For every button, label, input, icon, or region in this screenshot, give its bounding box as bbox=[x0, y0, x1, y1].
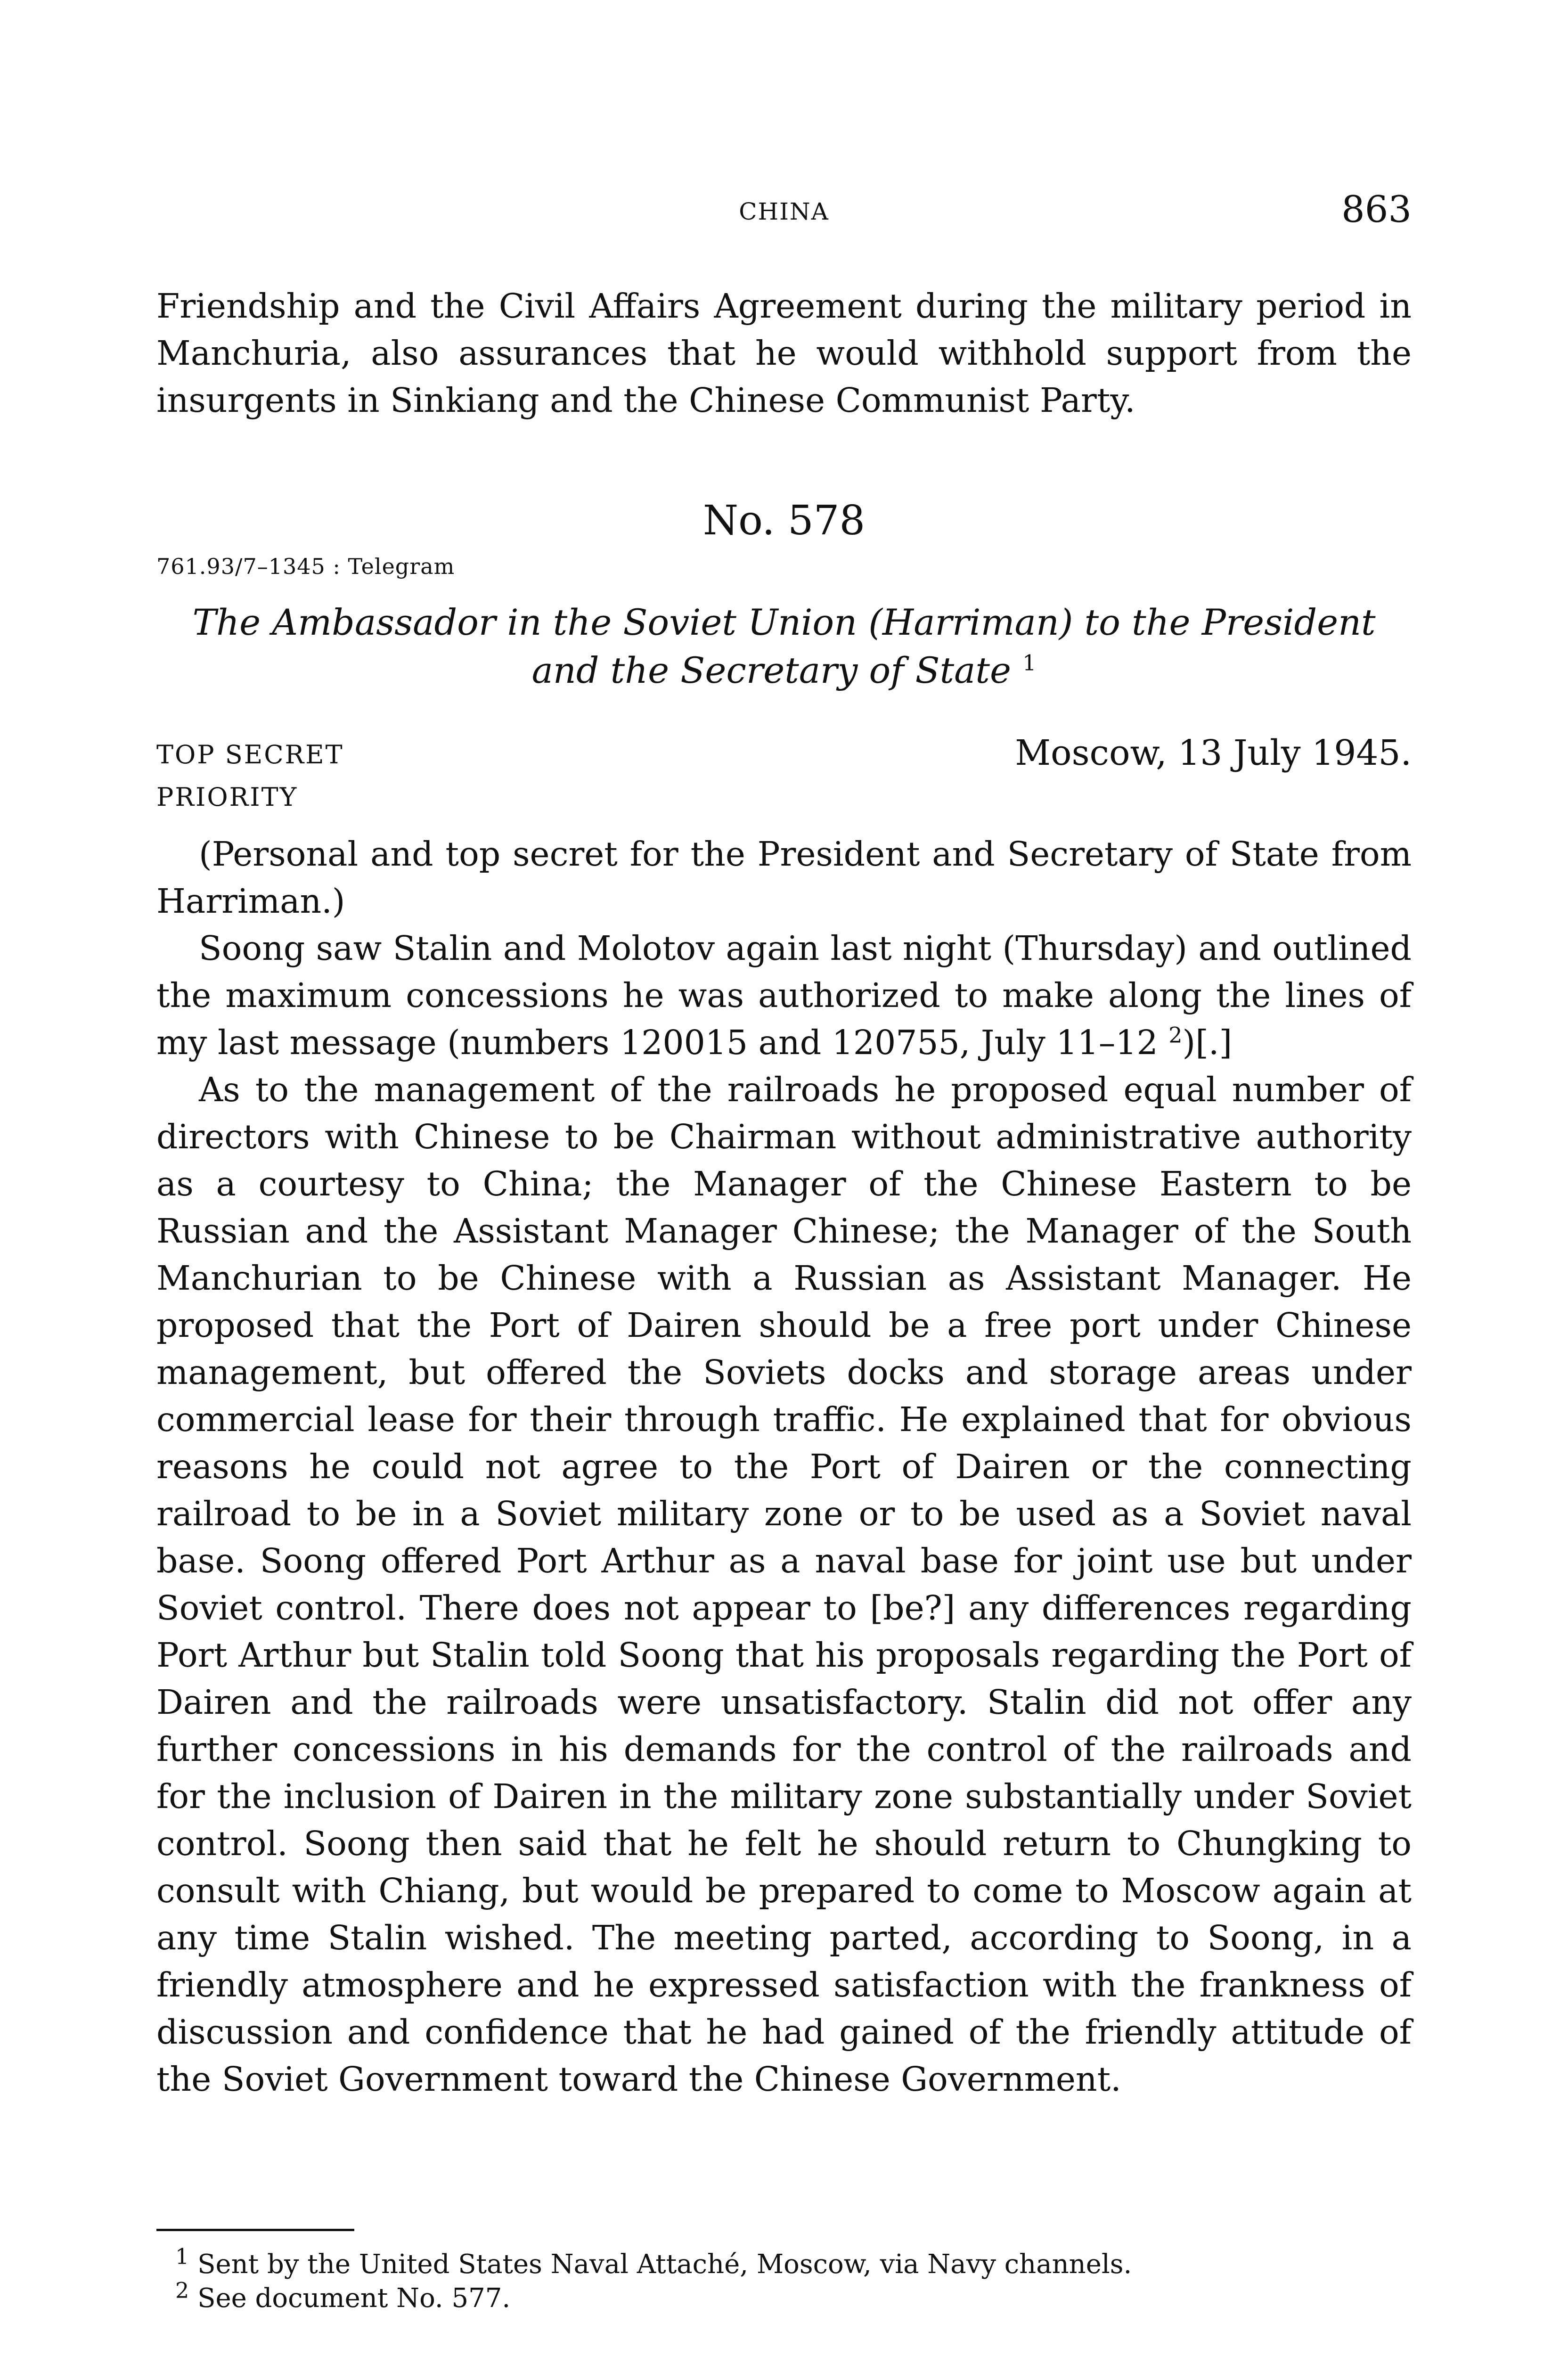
footnote-1-text: Sent by the United States Naval Attaché, Moscow, via Navy channels. bbox=[197, 2249, 1132, 2280]
document-heading bbox=[156, 598, 1412, 695]
paragraph-3: As to the management of the railroads he proposed equal number of directors with Chinese to be Chairman without administrative authority as a courtesy to China; the Manager of the Chinese Eastern to be Russian and the Assistant Manager Chinese; the Manager of the South Manchurian to be Chinese with a Russian as Assistant Manager. He proposed that the Port of Dairen should be a free port under Chinese management, but offered the Soviets docks and storage areas under commercial lease for their through traffic. He explained that for obvious reasons he could not agree to the Port of Dairen or the connecting railroad to be in a Soviet military zone or to be used as a Soviet naval base. Soong offered Port Arthur as a naval base for joint use but under Soviet control. There does not appear to [be?] any differences regarding Port Arthur but Stalin told Soong that his proposals regarding the Port of Dairen and the railroads were unsatisfactory. Stalin did not offer any further concessions in his demands for the control of the railroads and for the inclusion of Dairen in the military zone substantially under Soviet control. Soong then said that he felt he should return to Chungking to consult with Chiang, but would be prepared to come to Moscow again at any time Stalin wished. The meeting parted, according to Soong, in a friendly atmosphere and he expressed satisfaction with the frankness of discussion and confidence that he had gained of the friendly attitude of the Soviet Government toward the Chinese Government. bbox=[156, 1070, 1412, 2099]
running-head-title: CHINA bbox=[739, 198, 829, 225]
paragraph-2-footnote-ref: 2 bbox=[1168, 1022, 1183, 1048]
footnotes bbox=[156, 2243, 1412, 2315]
heading-footnote-ref: 1 bbox=[1022, 650, 1037, 676]
paragraph-2 bbox=[156, 925, 1412, 1066]
paragraph-2-tail: )[.] bbox=[1182, 1023, 1233, 1062]
classification-label: TOP SECRET bbox=[156, 740, 344, 769]
priority-label: PRIORITY bbox=[156, 782, 298, 812]
dateline: Moscow, 13 July 1945. bbox=[1015, 733, 1412, 773]
footnote-2-marker: 2 bbox=[175, 2277, 189, 2303]
paragraph-2-text: Soong saw Stalin and Molotov again last night (Thursday) and outlined the maximum concessions he was authorized to make along the lines of my last message (numbers 120015 and 120755, July 11–12 bbox=[156, 929, 1412, 1062]
footnote-1 bbox=[156, 2243, 1412, 2282]
page-number: 863 bbox=[1341, 188, 1412, 231]
document-heading-text: The Ambassador in the Soviet Union (Harriman) to the President and the Secretary of State bbox=[192, 601, 1376, 691]
running-head bbox=[156, 188, 1412, 240]
paragraph-1: (Personal and top secret for the President and Secretary of State from Harriman.) bbox=[156, 834, 1412, 921]
continuation-paragraph: Friendship and the Civil Affairs Agreement during the military period in Manchuria, also assurances that he would withhold support from the insurgents in Sinkiang and the Chinese Communist Party. bbox=[156, 286, 1412, 420]
footnote-2 bbox=[156, 2277, 1412, 2315]
telegram-body bbox=[156, 831, 1412, 2103]
file-reference: 761.93/7–1345 : Telegram bbox=[156, 554, 455, 579]
footnote-2-text: See document No. 577. bbox=[197, 2283, 511, 2314]
footnote-1-marker: 1 bbox=[175, 2243, 189, 2269]
document-number: No. 578 bbox=[702, 497, 866, 544]
footnote-divider bbox=[156, 2229, 354, 2231]
